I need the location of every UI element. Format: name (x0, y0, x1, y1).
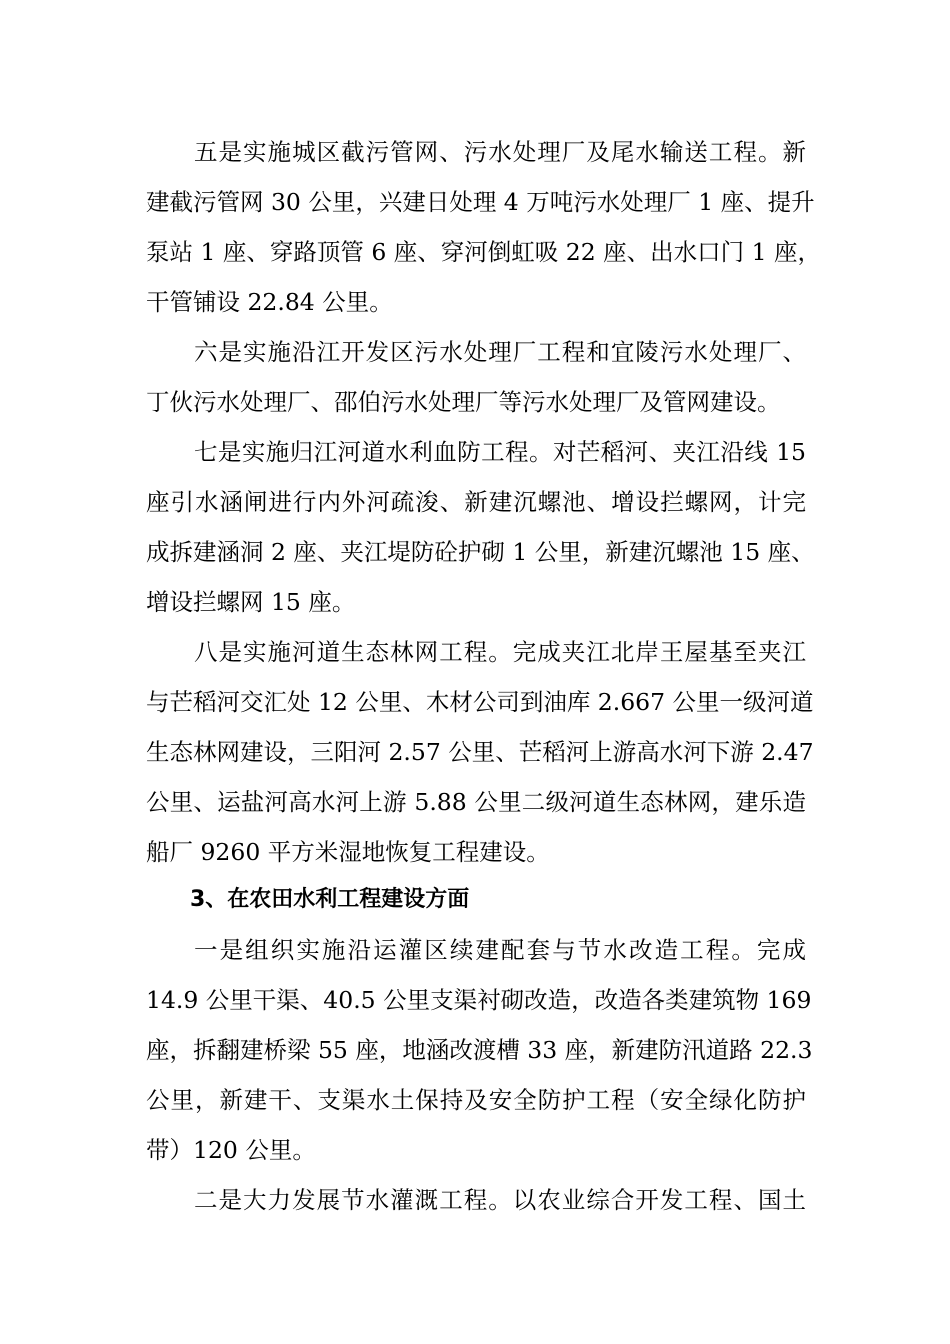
text-line: 一是组织实施沿运灌区续建配套与节水改造工程。完成 (194, 936, 806, 964)
text-line: 七是实施归江河道水利血防工程。对芒稻河、夹江沿线 15 (194, 438, 806, 466)
text-line: 公里，新建干、支渠水土保持及安全防护工程（安全绿化防护 (146, 1086, 806, 1114)
text-line: 六是实施沿江开发区污水处理厂工程和宜陵污水处理厂、 (194, 338, 806, 366)
text-line: 生态林网建设，三阳河 2.57 公里、芒稻河上游高水河下游 2.47 (146, 738, 814, 766)
text-line: 增设拦螺网 15 座。 (146, 588, 356, 616)
text-line: 成拆建涵洞 2 座、夹江堤防砼护砌 1 公里，新建沉螺池 15 座、 (146, 538, 815, 566)
text-line: 带）120 公里。 (146, 1136, 316, 1164)
text-line: 座引水涵闸进行内外河疏浚、新建沉螺池、增设拦螺网，计完 (146, 488, 806, 516)
text-line: 干管铺设 22.84 公里。 (146, 288, 393, 316)
text-line: 船厂 9260 平方米湿地恢复工程建设。 (146, 838, 550, 866)
text-line: 丁伙污水处理厂、邵伯污水处理厂等污水处理厂及管网建设。 (146, 388, 781, 416)
text-line: 公里、运盐河高水河上游 5.88 公里二级河道生态林网，建乐造 (146, 788, 806, 816)
text-line: 建截污管网 30 公里，兴建日处理 4 万吨污水处理厂 1 座、提升 (146, 188, 815, 216)
text-line: 八是实施河道生态林网工程。完成夹江北岸王屋基至夹江 (194, 638, 806, 666)
text-line: 泵站 1 座、穿路顶管 6 座、穿河倒虹吸 22 座、出水口门 1 座， (146, 238, 822, 266)
text-line: 五是实施城区截污管网、污水处理厂及尾水输送工程。新 (194, 138, 806, 166)
section-heading: 3、在农田水利工程建设方面 (190, 887, 470, 912)
text-line: 与芒稻河交汇处 12 公里、木材公司到油库 2.667 公里一级河道 (146, 688, 814, 716)
text-line: 14.9 公里干渠、40.5 公里支渠衬砌改造，改造各类建筑物 169 (146, 986, 812, 1014)
text-line: 座，拆翻建桥梁 55 座，地涵改渡槽 33 座，新建防汛道路 22.3 (146, 1036, 813, 1064)
text-line: 二是大力发展节水灌溉工程。以农业综合开发工程、国土 (194, 1186, 806, 1214)
